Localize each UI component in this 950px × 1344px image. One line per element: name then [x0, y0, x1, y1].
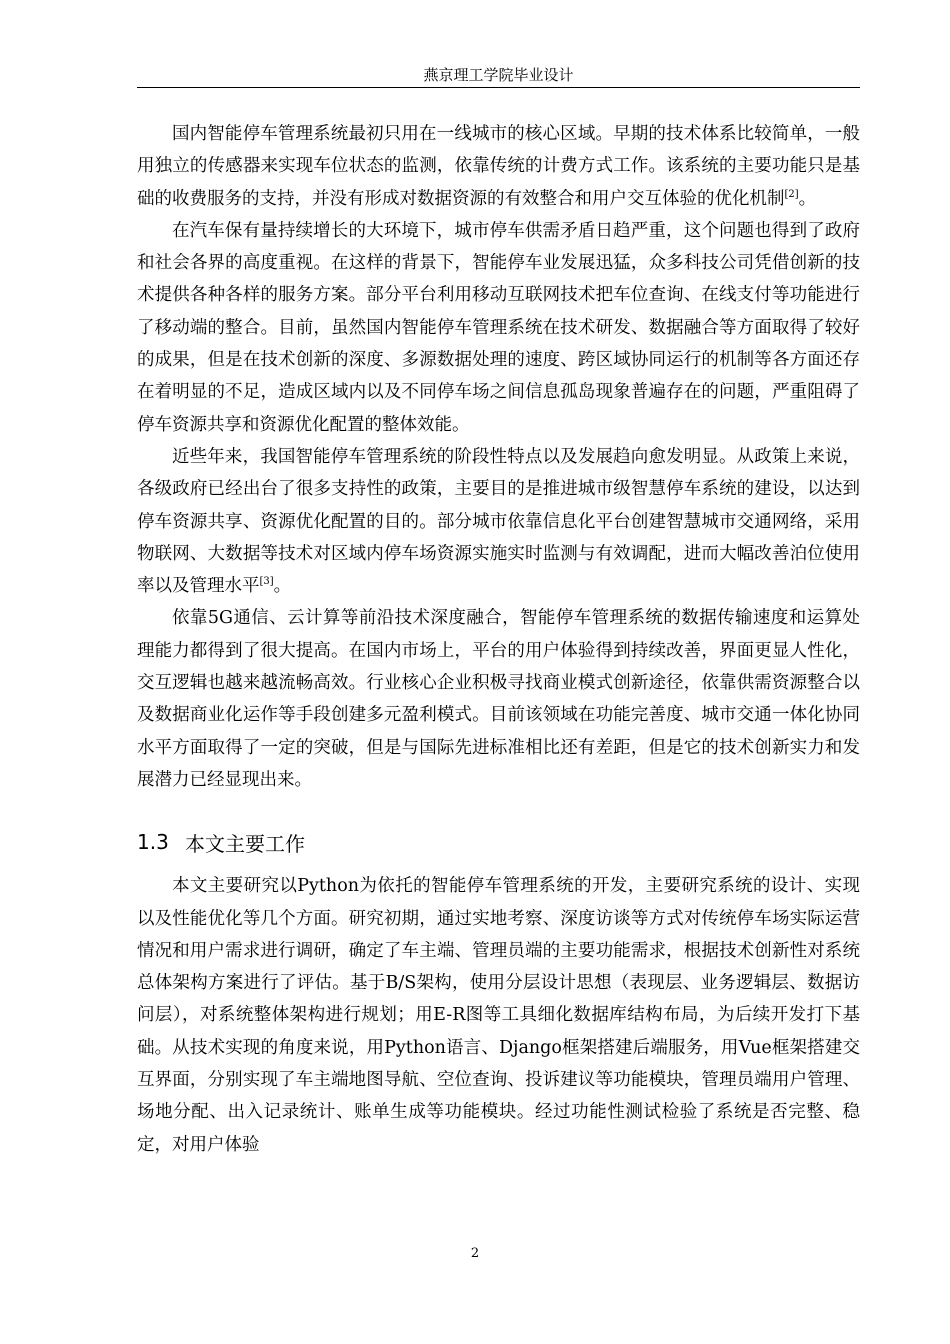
body-paragraph [137, 441, 860, 602]
document-body [137, 118, 860, 1161]
paragraph-text: 国内智能停车管理系统最初只用在一线城市的核心区域。早期的技术体系比较简单，一般用独立的传感器来实现车位状态的监测，依靠传统的计费方式工作。该系统的主要功能只是基础的收费服务的支持，并没有形成对数据资源的有效整合和用户交互体验的优化机制 [137, 124, 860, 209]
section-title: 本文主要工作 [185, 831, 305, 856]
body-paragraph [137, 118, 860, 215]
paragraph-text: 本文主要研究以Python为依托的智能停车管理系统的开发，主要研究系统的设计、实现以及性能优化等几个方面。研究初期，通过实地考察、深度访谈等方式对传统停车场实际运营情况和用户需求进行调研，确定了车主端、管理员端的主要功能需求，根据技术创新性对系统总体架构方案进行了评估。基于B/S架构，使用分层设计思想（表现层、业务逻辑层、数据访问层），对系统整体架构进行规划；用E-R图等工具细化数据库结构布局，为后续开发打下基础。从技术实现的角度来说，用Python语言、Django框架搭建后端服务，用Vue框架搭建交互界面，分别实现了车主端地图导航、空位查询、投诉建议等功能模块，管理员端用户管理、场地分配、出入记录统计、账单生成等功能模块。经过功能性测试检验了系统是否完整、稳定，对用户体验 [137, 876, 860, 1155]
header-divider [137, 87, 860, 88]
citation: [2] [784, 188, 799, 200]
body-paragraph [137, 215, 860, 441]
paragraph-text: 依靠5G通信、云计算等前沿技术深度融合，智能停车管理系统的数据传输速度和运算处理能力都得到了很大提高。在国内市场上，平台的用户体验得到持续改善，界面更显人性化，交互逻辑也越来越流畅高效。行业核心企业积极寻找商业模式创新途径，依靠供需资源整合以及数据商业化运作等手段创建多元盈利模式。目前该领域在功能完善度、城市交通一体化协同水平方面取得了一定的突破，但是与国际先进标准相比还有差距，但是它的技术创新实力和发展潜力已经显现出来。 [137, 608, 860, 790]
section-number: 1.3 [137, 830, 169, 855]
body-paragraph [137, 602, 860, 796]
paragraph-tail: 。 [798, 188, 817, 209]
paragraph-text: 近些年来，我国智能停车管理系统的阶段性特点以及发展趋向愈发明显。从政策上来说，各级政府已经出台了很多支持性的政策，主要目的是推进城市级智慧停车系统的建设，以达到停车资源共享、资源优化配置的目的。部分城市依靠信息化平台创建智慧城市交通网络，采用物联网、大数据等技术对区域内停车场资源实施实时监测与有效调配，进而大幅改善泊位使用率以及管理水平 [137, 446, 860, 597]
page-header-title: 燕京理工学院毕业设计 [423, 66, 574, 84]
page-number: 2 [470, 1246, 480, 1261]
paragraph-text: 在汽车保有量持续增长的大环境下，城市停车供需矛盾日趋严重，这个问题也得到了政府和社会各界的高度重视。在这样的背景下，智能停车业发展迅猛，众多科技公司凭借创新的技术提供各种各样的服务方案。部分平台利用移动互联网技术把车位查询、在线支付等功能进行了移动端的整合。目前，虽然国内智能停车管理系统在技术研发、数据融合等方面取得了较好的成果，但是在技术创新的深度、多源数据处理的速度、跨区域协同运行的机制等各方面还存在着明显的不足，造成区域内以及不同停车场之间信息孤岛现象普遍存在的问题，严重阻碍了停车资源共享和资源优化配置的整体效能。 [137, 220, 860, 435]
paragraph-tail: 。 [273, 576, 292, 597]
body-paragraph [137, 870, 860, 1161]
citation: [3] [259, 576, 274, 588]
section-heading [137, 814, 860, 870]
